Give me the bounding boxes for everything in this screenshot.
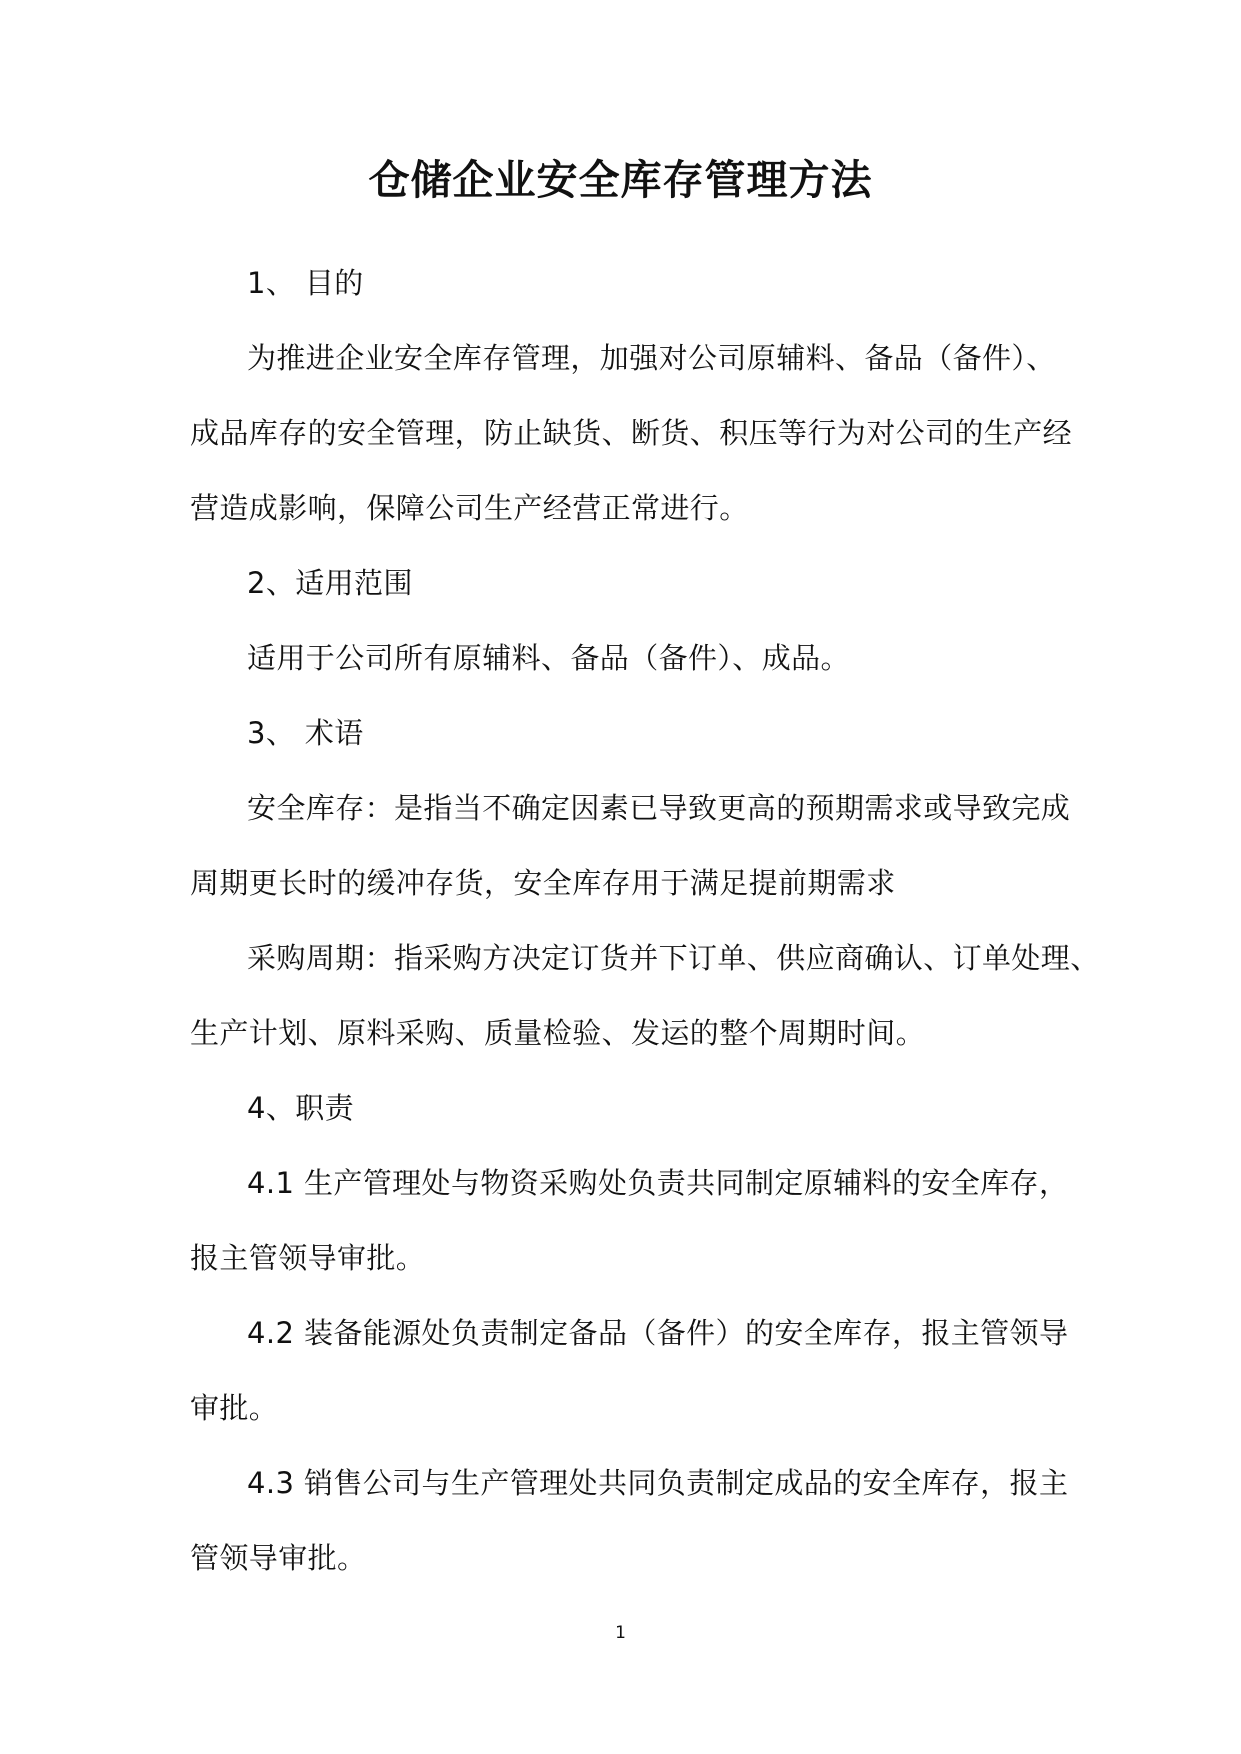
section-heading-purpose: 1、 目的 bbox=[247, 266, 364, 300]
paragraph-line: 4.1 生产管理处与物资采购处负责共同制定原辅料的安全库存， bbox=[247, 1166, 1069, 1200]
paragraph-line: 采购周期：指采购方决定订货并下订单、供应商确认、订单处理、 bbox=[247, 941, 1100, 975]
paragraph-line: 为推进企业安全库存管理，加强对公司原辅料、备品（备件）、 bbox=[247, 341, 1056, 375]
paragraph-line: 4.3 销售公司与生产管理处共同负责制定成品的安全库存，报主 bbox=[247, 1466, 1069, 1500]
paragraph-line: 营造成影响，保障公司生产经营正常进行。 bbox=[190, 491, 749, 525]
section-heading-terms: 3、 术语 bbox=[247, 716, 364, 750]
section-heading-duties: 4、职责 bbox=[247, 1091, 355, 1125]
paragraph-line: 审批。 bbox=[190, 1391, 279, 1425]
section-heading-scope: 2、适用范围 bbox=[247, 566, 413, 600]
paragraph-line: 周期更长时的缓冲存货，安全库存用于满足提前期需求 bbox=[190, 866, 896, 900]
paragraph-line: 报主管领导审批。 bbox=[190, 1241, 426, 1275]
document-title: 仓储企业安全库存管理方法 bbox=[368, 156, 873, 204]
paragraph-line: 成品库存的安全管理，防止缺货、断货、积压等行为对公司的生产经 bbox=[190, 416, 1073, 450]
paragraph-line: 安全库存：是指当不确定因素已导致更高的预期需求或导致完成 bbox=[247, 791, 1071, 825]
paragraph-line: 管领导审批。 bbox=[190, 1541, 367, 1575]
paragraph-line: 4.2 装备能源处负责制定备品（备件）的安全库存，报主管领导 bbox=[247, 1316, 1069, 1350]
page-number: 1 bbox=[615, 1623, 626, 1643]
paragraph-line: 生产计划、原料采购、质量检验、发运的整个周期时间。 bbox=[190, 1016, 926, 1050]
paragraph-line: 适用于公司所有原辅料、备品（备件）、成品。 bbox=[247, 641, 850, 675]
